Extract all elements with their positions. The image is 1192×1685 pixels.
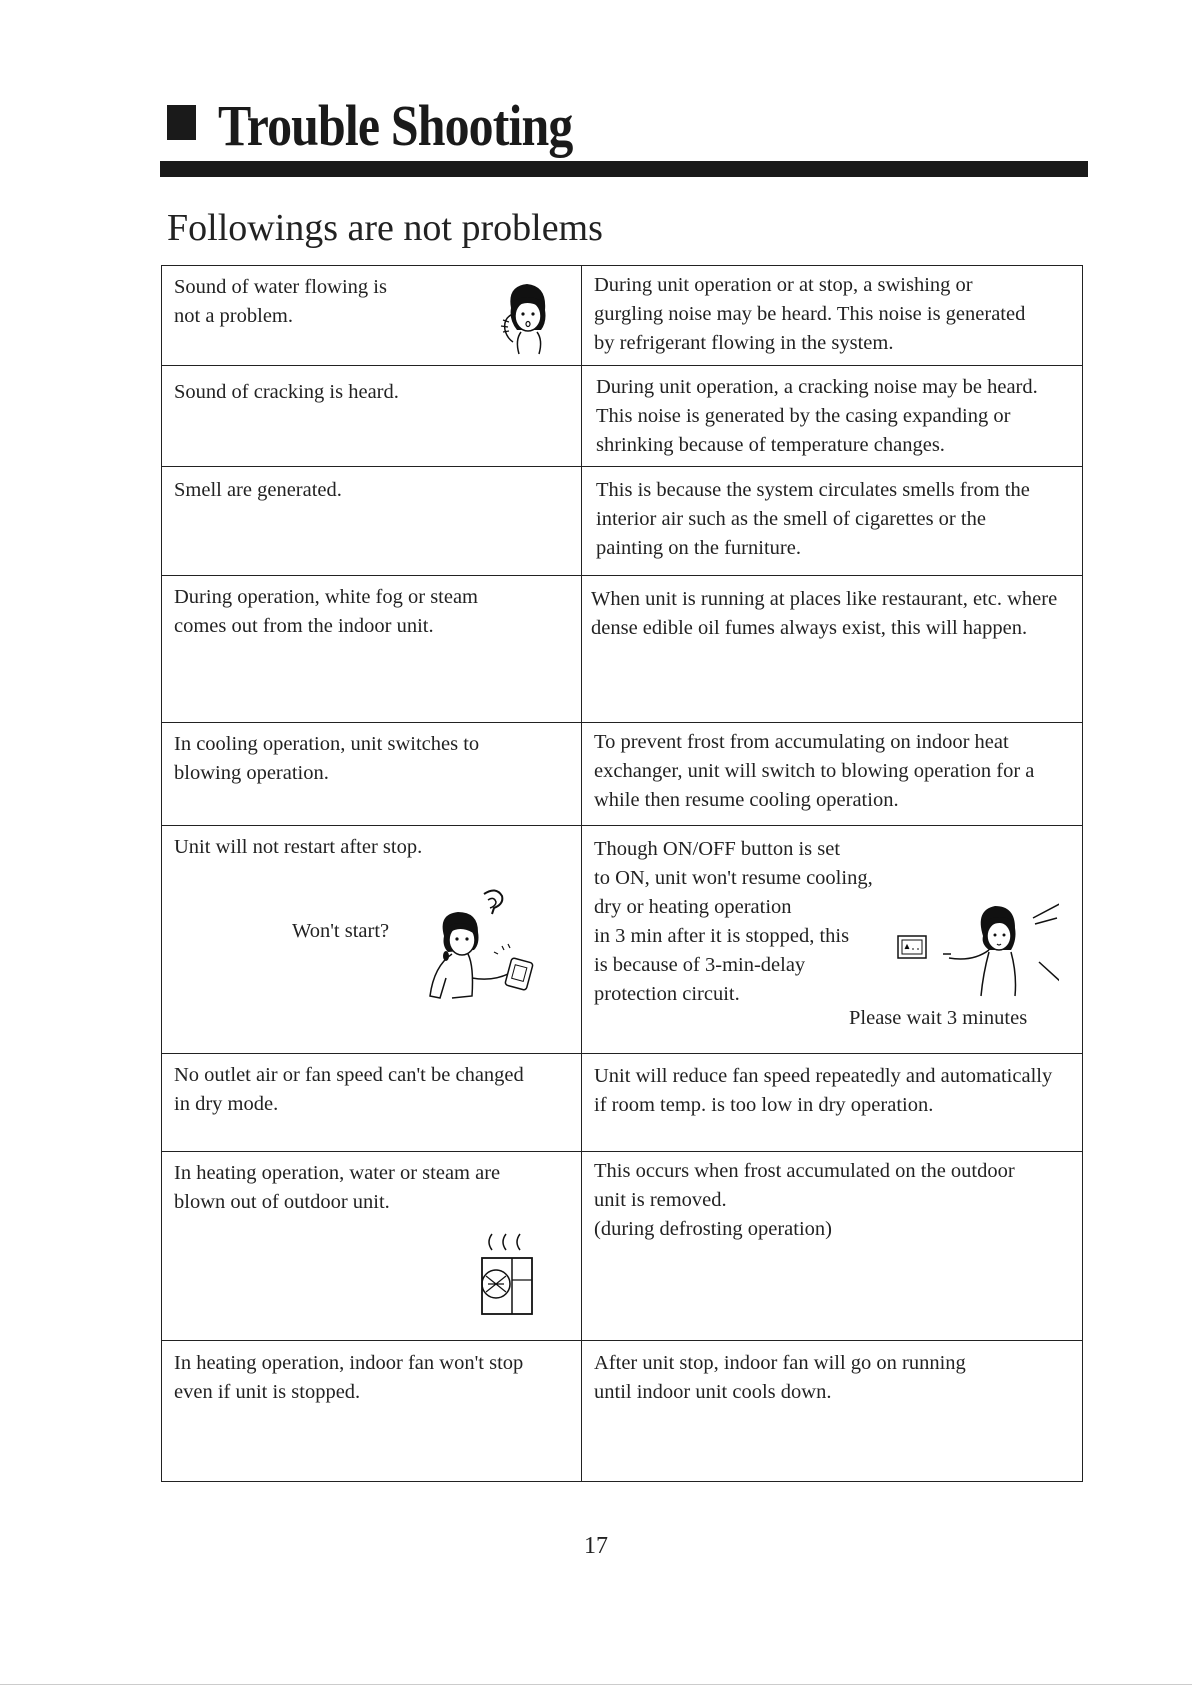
explanation-text: This is because the system circulates smells from the interior air such as the smell of cigarettes or the painting on the furniture. — [596, 479, 1030, 559]
explanation-cell — [583, 467, 1082, 575]
explanation-text: Though ON/OFF button is set to ON, unit won't resume cooling, dry or heating operation in 3 min after it is stopped, this is because of 3-min-delay protection circuit. — [594, 838, 873, 1005]
explanation-cell — [583, 576, 1082, 722]
page-number: 17 — [584, 1533, 608, 1559]
page-title: Trouble Shooting — [218, 93, 573, 158]
symptom-cell — [162, 1152, 582, 1340]
trouble-table — [161, 265, 1083, 1482]
symptom-text: Smell are generated. — [174, 479, 342, 501]
explanation-text: Unit will reduce fan speed repeatedly and automatically if room temp. is too low in dry operation. — [594, 1065, 1053, 1116]
please-wait-note: Please wait 3 minutes — [849, 1007, 1028, 1029]
symptom-text: Sound of water flowing is not a problem. — [174, 276, 387, 327]
girl-listening-icon — [497, 278, 557, 358]
table-row — [162, 1151, 1082, 1340]
symptom-text: During operation, white fog or steam comes out from the indoor unit. — [174, 586, 479, 637]
explanation-cell — [583, 826, 1082, 1053]
girl-pointing-icon — [929, 884, 1059, 1004]
symptom-cell — [162, 1054, 582, 1151]
explanation-text: After unit stop, indoor fan will go on running until indoor unit cools down. — [594, 1352, 966, 1403]
explanation-text: When unit is running at places like restaurant, etc. where dense edible oil fumes always exist, this will happen. — [591, 588, 1058, 639]
symptom-cell — [162, 1341, 582, 1481]
table-row — [162, 722, 1082, 825]
title-bullet-square — [167, 105, 196, 140]
section-subtitle: Followings are not problems — [167, 207, 603, 249]
explanation-text: During unit operation, a cracking noise may be heard. This noise is generated by the casing expanding or shrinking because of temperature changes. — [596, 376, 1038, 456]
symptom-cell — [162, 723, 582, 825]
table-row — [162, 1053, 1082, 1151]
explanation-cell — [583, 366, 1082, 466]
explanation-cell — [583, 1054, 1082, 1151]
outdoor-unit-steam-icon — [472, 1228, 542, 1318]
symptom-cell — [162, 467, 582, 575]
symptom-text: Sound of cracking is heard. — [174, 381, 399, 403]
wont-start-caption: Won't start? — [292, 920, 390, 942]
explanation-cell — [583, 1152, 1082, 1340]
symptom-cell — [162, 266, 582, 365]
explanation-cell — [583, 266, 1082, 365]
symptom-text: In heating operation, water or steam are blown out of outdoor unit. — [174, 1162, 501, 1213]
explanation-cell — [583, 1341, 1082, 1481]
table-row — [162, 825, 1082, 1053]
symptom-text: In cooling operation, unit switches to blowing operation. — [174, 733, 480, 784]
confused-person-with-remote-icon — [424, 886, 544, 1016]
symptom-text: Unit will not restart after stop. — [174, 836, 423, 858]
table-row — [162, 575, 1082, 722]
symptom-cell — [162, 366, 582, 466]
symptom-cell — [162, 576, 582, 722]
explanation-text: This occurs when frost accumulated on the outdoor unit is removed. (during defrosting operation) — [594, 1160, 1015, 1240]
symptom-text: In heating operation, indoor fan won't stop even if unit is stopped. — [174, 1352, 524, 1403]
explanation-text: During unit operation or at stop, a swishing or gurgling noise may be heard. This noise is generated by refrigerant flowing in the system. — [594, 274, 1026, 354]
explanation-cell — [583, 723, 1082, 825]
symptom-cell — [162, 826, 582, 1053]
table-row — [162, 365, 1082, 466]
control-panel-icon — [897, 935, 927, 959]
table-row — [162, 266, 1082, 365]
table-row — [162, 1340, 1082, 1481]
explanation-text: To prevent frost from accumulating on indoor heat exchanger, unit will switch to blowing operation for a while then resume cooling operation. — [594, 731, 1035, 811]
symptom-text: No outlet air or fan speed can't be changed in dry mode. — [174, 1064, 524, 1115]
table-row — [162, 466, 1082, 575]
title-underline — [160, 161, 1088, 177]
